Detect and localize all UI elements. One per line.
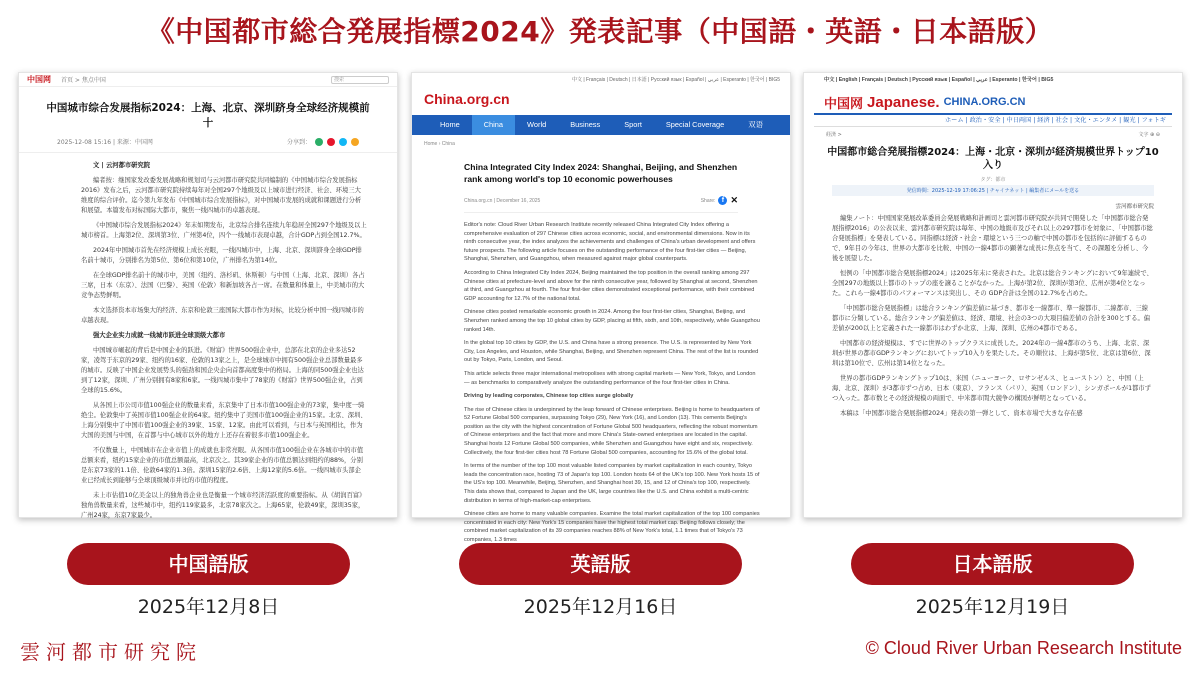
cn-paragraph: 在全球GDP排名前十的城市中，美国（纽约、洛杉矶、休斯顿）与中国（上海、北京、深圳）各占三席，日本（东京）、法国（巴黎）、英国（伦敦）和新加坡各占一席。在数量和体量上，中美城市的大竞争态势鲜明。 [81, 272, 365, 299]
en-nav-bilingual[interactable]: 双语 [748, 120, 764, 129]
jp-institute: 雲河都市研究院 [1115, 204, 1154, 210]
chinese-article-screenshot [18, 72, 398, 518]
cn-paragraph: 不仅数量上，中国城市在企业市值上的成就也非常亮眼。从各国市值100强企业在各城市中的市值总额来看，纽约15家企业的市值总额最高，北京次之。其39家企业的市值总额达到纽约的88%，分别是东京73家的1.1倍、伦敦64家的1.3倍。深圳15家的2.6倍、上海12家的5.6倍。一线四城市头部企业已经成长到能够与全球顶级城市并比的市值的程度。 [81, 447, 364, 484]
jp-paragraph: 「中国都市総合発展指標」は総合ランキング偏差値に基づき、都市を一線都市、準一線都市、二線都市、三線都市に分類している。総合ランキング偏差値は、経済、環境、社会の3つの大項目偏差値の合計を300とする。偏差値が200以上と定義された一線都市はわずか北京、上海、深圳、広州の4都市である。 [832, 305, 1151, 332]
en-language-bar[interactable]: 中文 | Français | Deutsch | 日本語 | Русский язык | Español | عربي | Esperanto | 한국어 | BIG5 [571, 77, 780, 83]
cn-paragraph: 中国城市崛起的背后是中国企业的跃进。《财富》世界500强企业中，总部在北京的企业多达52家，凌驾于东京的29家、纽约的16家、伦敦的13家之上，是全球城市中拥有500强企业总部数量最多的城市。反映了中国企业发展势头的强劲和国企央企向首都高度集中的格局。上海的同500强企业也达到了12家，深圳、广州分别拥有8家和6家。一线四城市集中了78家的《财富》世界500强企业，占到全球的15.6%。 [81, 347, 364, 394]
en-share-label: Share: [700, 197, 716, 204]
jp-paragraph: 恒例の「中国都市総合発展指標2024」は2025年末に発表された。北京は総合ランキングにおいて9年連続で、全国297の地級以上都市のトップの座を譲ることがなかった。上海が第2位、深圳が第3位、広州が第4位となった。これら一線4都市のパフォーマンスは突出し、その GDP合計は全国の12.7%を占めた。 [832, 270, 1153, 297]
english-article-screenshot [411, 72, 791, 543]
cn-site-logo[interactable]: 中国网 [27, 75, 51, 84]
en-paragraph: The rise of Chinese cities is underpinned by the leap forward of Chinese enterprises. Beijing is home to headquarters of 52 Fortune Global 500 companies, surpassing Tokyo (29), New York (16), and London (13). This cements Beijing's position as the city with the highest concentration of Fortune Global 500 headquarters, reflecting the robust momentum of Chinese enterprises and the fact that more and more China's State-owned enterprises are located in the capital. Shanghai hosts 12 Fortune Global 500 companies, while Shenzhen and Guangzhou have eight and six, respectively. Collectively, the four first-tier cities host 78 Fortune Global 500 companies, accounting for 15.6% of the global total. [464, 406, 760, 456]
en-headline: China Integrated City Index 2024: Shanghai, Beijing, and Shenzhen rank among world's top 10 economic powerhouses [464, 162, 738, 184]
cn-headline: 中国城市综合发展指标2024：上海、北京、深圳跻身全球经济规模前十 [46, 102, 370, 129]
en-paragraph: In terms of the number of the top 100 most valuable listed companies by market capitalization in each country, Tokyo leads the concentration race, hosting 73 of Japan's top 100. London hosts 64 of the UK's top 100. New York hosts 15 of the US's top 100. Meanwhile, Beijing, Shenzhen, and Shanghai host 39, 15, and 12 of China's top 100, respectively. This data shows that, compared to Japan and the UK, large countries like the U.S. and China exhibit a multi-centric distribution in terms of high-market-cap enterprises. [464, 463, 760, 504]
qzone-icon[interactable] [351, 138, 359, 146]
cn-search-input[interactable]: 搜索 [331, 76, 389, 84]
en-share [701, 195, 738, 206]
jp-logo-word: Japanese. [867, 93, 940, 111]
jp-tag[interactable]: タグ：都市 [980, 177, 1006, 183]
jp-font-size-controls[interactable]: 文字 ⊕ ⊖ [1138, 132, 1160, 138]
x-icon[interactable]: ✕ [730, 195, 738, 205]
jp-language-bar[interactable]: 中文 | English | Français | Deutsch | Русский язык | Español | عربي | Esperanto | 한국어 | BIG5 [824, 77, 1054, 83]
en-article-body [412, 221, 790, 545]
cn-author: 文 | 云河都市研究院 [93, 162, 151, 169]
chinese-version-date: 2025年12月8日 [137, 596, 280, 618]
institute-name: 雲河都市研究院 [20, 640, 202, 664]
cn-share-label: 分享到： [286, 139, 311, 146]
en-paragraph: Chinese cities are home to many valuable companies. Examine the total market capitalization of the top 100 companies concentrated in each city: New York's 15 companies have the highest total market cap. Beijing follows closely; the combined market capitalization of its 39 companies reaches 88% of New York's total, 1.1 times that of Tokyo's 73 companies, 1.3 times [464, 511, 760, 543]
en-site-logo[interactable]: China.org.cn [424, 91, 510, 107]
en-section-heading: Driving by leading corporates, Chinese top cities surge globally [464, 393, 634, 400]
jp-article-body [804, 214, 1182, 419]
en-nav-special-coverage[interactable]: Special Coverage [665, 120, 725, 129]
weibo-icon[interactable] [327, 138, 335, 146]
en-paragraph: According to China Integrated City Index 2024, Beijing maintained the top position in the overall ranking among 297 Chinese cities at prefecture-level and above for the ninth consecutive year, followed by Shanghai at second, Shenzhen at third, and Guangzhou at fourth. The four first-tier cities demonstrated exceptional performance, with their combined GDP accounting for 12.7% of the national total. [464, 269, 758, 302]
en-nav-bar [412, 115, 790, 135]
copyright: © Cloud River Urban Research Institute [865, 638, 1182, 658]
jp-crumb-row [804, 127, 1182, 142]
jp-paragraph: 編集ノート：中国国家発展改革委員会発展戦略和計画司と雲河都市研究院が共同で開発した「中国都市総合発展指標2016」の公表以来、雲河都市研究院は毎年、中国の地級市及びそれ以上の297都市を対象に、「中国都市総合発展指標」を発表している。同指標は経済・社会・環境という三つの軸で中国の都市を包括的に評価するもので、9年目の今年は、世界の大都市を比較、中国の一線4都市の顕著な成長に焦点を当て、その課題を分析し、今後を展望した。 [832, 215, 1153, 262]
jp-publish-bar: 発信時間：2025-12-19 17:06:25 | チャイナネット | 編集者にメールを送る [832, 185, 1154, 196]
en-paragraph: Editor's note: Cloud River Urban Research Institute recently released China Integrated City Index offering a comprehensive evaluation of 297 Chinese cities across economic, social, and environmental dimensions. Now in its ninth consecutive year, the index analyzes the achievements and challenges of China's urban development and offers future prospects. The following article focuses on the outstanding performance of the four first-tier cities — Beijing, Shanghai, Shenzhen, and Guangzhou, when measured against major global counterparts. [464, 222, 756, 263]
facebook-icon[interactable]: f [718, 196, 727, 205]
wechat-icon[interactable] [315, 138, 323, 146]
jp-paragraph: 中国都市の経済規模は、すでに世界のトップクラスに成長した。2024年の一線4都市のうち、上海、北京、深圳が世界の都市GDPランキングにおいてトップ10入りを果たした。その順位は、上海が第5位、北京は第6位、深圳は第10位で、広州は第14位となった。 [832, 340, 1151, 367]
japanese-version-date: 2025年12月19日 [915, 596, 1070, 618]
jp-headline: 中国都市総合発展指標2024：上海・北京・深圳が経済規模世界トップ10入り [827, 147, 1159, 171]
jp-breadcrumb[interactable]: 経済 > [826, 132, 842, 138]
cn-meta-row [19, 137, 397, 153]
cn-breadcrumb[interactable]: 首页 > 焦点中国 [61, 77, 106, 84]
en-nav-business[interactable]: Business [570, 120, 601, 129]
en-paragraph: Chinese cities posted remarkable economic growth in 2024. Among the four first-tier cities, Shanghai, Beijing, and Shenzhen ranked among the top 10 global cities by GDP, placing at fifth, sixth, and 10th, respectively, while Guangzhou ranked 14th. [464, 309, 760, 333]
cn-paragraph: 从各国上市公司市值100强企业的数量来看，东京集中了日本市值100强企业的73家，集中度一骑绝尘。伦敦集中了英国市值100强企业的64家。纽约集中了美国市值100强企业的15家。北京、深圳、上海分别集中了中国市值100强企业的39家、15家、12家。由此可以看到，与日本与英国相比，作为大国的美国与中国，在首都与中心城市以外的地方上还存在着很多市值100强企业。 [81, 402, 367, 439]
en-nav-china[interactable]: China [472, 115, 515, 135]
jp-paragraph: 本稿は「中国都市総合発展指標2024」発表の第一弾として、資本市場で大きな存在感 [840, 410, 1083, 417]
jp-paragraph: 世界の都市GDPランキングトップ10は、米国（ニューヨーク、ロサンゼルス、ヒューストン）と、中国（上海、北京、深圳）が3都市ずつ占め、日本（東京）、フランス（パリ）、英国（ロンドン）、シンガポールが1都市ずつ入った。都市数とその経済規模の両面で、中米都市間大競争の構図が鮮明となっている。 [832, 375, 1151, 402]
en-nav-world[interactable]: World [527, 120, 547, 129]
cn-paragraph: 《中国城市综合发展指标2024》年末如期发布，北京综合排名连续九年稳居全国297个地级及以上城市榜首。上海第2位、深圳第3位、广州第4位，四个一线城市表现卓越，合计GDP占到全国12.7%。 [81, 222, 367, 239]
cn-paragraph: 编者按：继国家发改委发展战略和规划司与云河都市研究院共同编制的《中国城市综合发展指标2016》发布之后，云河都市研究院持续每年对全国297个地级及以上城市进行经济、社会、环境三大维度的综合评价。迄今第九年发布《中国城市综合发展指标》，对中国城市发展的成就和课题进行分析和展望。本篇发布对标国际大都市，聚焦一线四城市的卓越表现。 [81, 177, 362, 214]
japanese-article-screenshot [803, 72, 1183, 518]
jp-logo-domain: CHINA.ORG.CN [943, 96, 1026, 108]
cn-article-body [19, 161, 397, 521]
en-paragraph: This article selects three major international metropolises with strong capital markets — New York, Tokyo, and London — as benchmarks to comparatively analyze the outstanding performance of the four first-tier cities in China. [464, 370, 756, 386]
cn-section-heading: 强大企业实力成就一线城市跃进全球顶级大都市 [93, 332, 226, 339]
cn-paragraph: 未上市估值10亿美金以上的独角兽企业也是衡量一个城市经济活跃度的重要指标。从《胡润百富》独角兽数量来看，这些城市中，纽约119家最多，北京78家次之。上海65家，伦敦49家，深圳35家，广州24家，东京7家最少。 [81, 492, 366, 519]
chinese-version-label: 中国語版 [67, 543, 350, 585]
en-breadcrumb[interactable]: Home › China [424, 141, 455, 147]
cn-paragraph: 2024年中国城市首先在经济规模上成长亮眼，一线四城市中，上海、北京、深圳跻身全球GDP排名前十城市，分别排名为第5位、第6位和第10位，广州排名为第14位。 [81, 247, 362, 264]
qq-icon[interactable] [339, 138, 347, 146]
jp-nav-bar[interactable]: ホーム | 政治・安全 | 中日両国 | 経済 | 社会 | 文化・エンタメ | 観光 | フォトギ [814, 113, 1172, 127]
english-version-date: 2025年12月16日 [523, 596, 678, 618]
cn-paragraph: 本文选择资本市场集大的经济、东京和伦敦三座国际大都市作为对标，比较分析中国一线四城市的卓越表现。 [81, 307, 364, 324]
cn-top-bar [19, 73, 397, 87]
en-meta-row [464, 185, 738, 213]
en-nav-home[interactable]: Home [440, 120, 460, 129]
en-nav-sport[interactable]: Sport [624, 120, 642, 129]
en-paragraph: In the global top 10 cities by GDP, the U.S. and China have a strong presence. The U.S. is represented by New York City, Los Angeles, and Houston, while Shanghai, Beijing, and Shenzhen represent China. The rest of the list is rounded out by Tokyo, Paris, London, and Seoul. [464, 340, 759, 364]
page-title: 《中国都市総合発展指標2024》発表記事（中国語・英語・日本語版） [146, 15, 1054, 48]
english-version-label: 英語版 [459, 543, 742, 585]
jp-logo-mark: 中国网 [824, 96, 864, 112]
cn-meta: 2025-12-08 15:16 | 来源：中国网 [57, 139, 153, 146]
japanese-version-label: 日本語版 [851, 543, 1134, 585]
jp-site-logo[interactable] [804, 85, 1182, 113]
en-meta: China.org.cn | December 16, 2025 [464, 197, 541, 204]
